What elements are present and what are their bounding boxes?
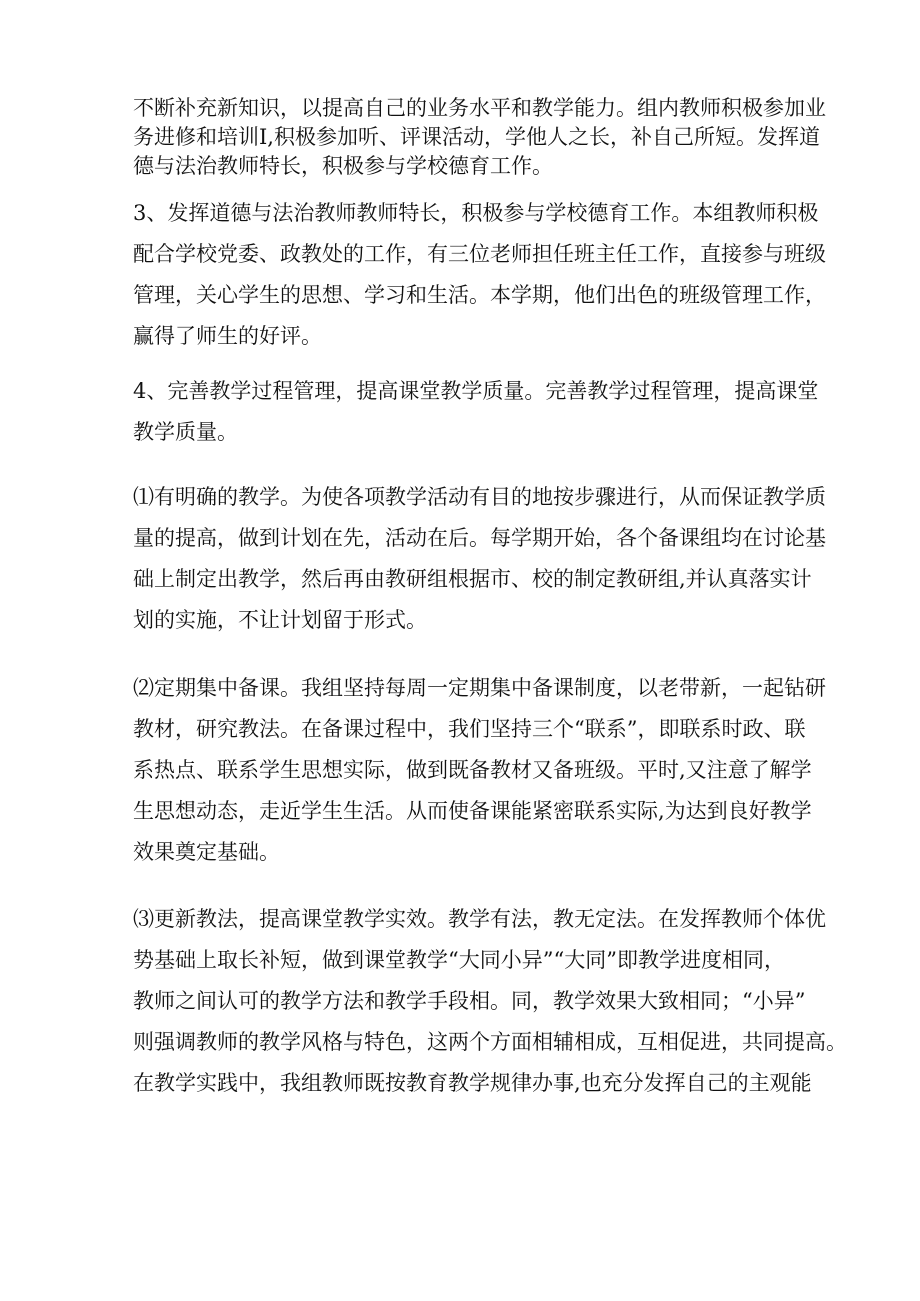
- text-line: 系热点、联系学生思想实际，做到既备教材又备班级。平时,又注意了解学: [133, 758, 812, 782]
- text-line: 德与法治教师特长，积极参与学校德育工作。: [133, 154, 553, 178]
- text-line: 生思想动态，走近学生生活。从而使备课能紧密联系实际,为达到良好教学: [133, 799, 812, 823]
- text-line: 配合学校党委、政教处的工作，有三位老师担任班主任工作，直接参与班级: [133, 242, 826, 266]
- text-line: 教师之间认可的教学方法和教学手段相。同，教学效果大致相同；“小异”: [133, 989, 806, 1013]
- text-line: 效果奠定基础。: [133, 840, 280, 864]
- text-line: 教学质量。: [133, 420, 238, 444]
- paragraph-continuation: [133, 94, 826, 181]
- text-line: 务进修和培训Ⅰ,积极参加听、评课活动，学他人之长，补自己所短。发挥道: [133, 125, 820, 149]
- paragraph-item-3: [133, 193, 826, 357]
- text-line: 础上制定出教学，然后再由教研组根据市、校的制定教研组,并认真落实计: [133, 567, 812, 591]
- text-line: ⑶更新教法，提高课堂教学实效。教学有法，教无定法。在发挥教师个体优: [133, 907, 826, 931]
- text-line: 势基础上取长补短，做到课堂教学“大同小异”“大同”即教学进度相同，: [133, 948, 785, 972]
- text-line: 管理，关心学生的思想、学习和生活。本学期，他们出色的班级管理工作，: [133, 283, 826, 307]
- text-line: 量的提高，做到计划在先，活动在后。每学期开始，各个备课组均在讨论基: [133, 526, 826, 550]
- text-line: 3、发挥道德与法治教师教师特长，积极参与学校德育工作。本组教师积极: [133, 201, 819, 225]
- text-line: 赢得了师生的好评。: [133, 324, 322, 348]
- paragraph-sub-3: [133, 899, 847, 1104]
- paragraph-item-4: [133, 371, 819, 453]
- text-line: 4、完善教学过程管理，提高课堂教学质量。完善教学过程管理，提高课堂: [133, 379, 819, 403]
- text-line: 教材，研究教法。在备课过程中，我们坚持三个“联系”，即联系时政、联: [133, 717, 806, 741]
- paragraph-sub-1: [133, 477, 826, 641]
- paragraph-sub-2: [133, 668, 826, 873]
- text-line: ⑵定期集中备课。我组坚持每周一定期集中备课制度，以老带新，一起钻研: [133, 676, 826, 700]
- text-line: 在教学实践中，我组教师既按教育教学规律办事,也充分发挥自己的主观能: [133, 1071, 812, 1095]
- text-line: 不断补充新知识，以提高自己的业务水平和教学能力。组内教师积极参加业: [133, 96, 826, 120]
- text-line: 则强调教师的教学风格与特色，这两个方面相辅相成，互相促进，共同提高。: [133, 1030, 847, 1054]
- text-line: 划的实施，不让计划留于形式。: [133, 608, 427, 632]
- text-line: ⑴有明确的教学。为使各项教学活动有目的地按步骤进行，从而保证教学质: [133, 485, 826, 509]
